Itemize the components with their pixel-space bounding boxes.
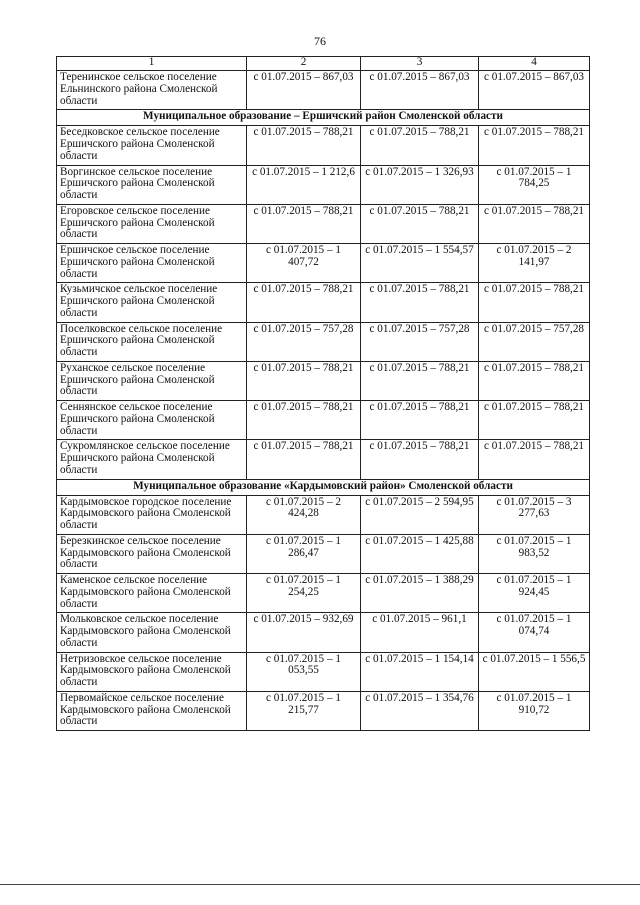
settlement-name-cell: Сукромлянское сельское поселение Ершичского района Смоленской области: [57, 440, 247, 479]
tariff-value-cell-col-3: с 01.07.2015 – 1 554,57: [361, 244, 479, 283]
settlement-name-cell: Мольковское сельское поселение Кардымовского района Смоленской области: [57, 613, 247, 652]
settlement-name-cell: Нетризовское сельское поселение Кардымовского района Смоленской области: [57, 652, 247, 691]
tariff-value-cell-col-4: с 01.07.2015 – 788,21: [479, 204, 590, 243]
settlement-name-cell: Руханское сельское поселение Ершичского района Смоленской области: [57, 361, 247, 400]
tariff-value-cell-col-2: с 01.07.2015 – 757,28: [247, 322, 361, 361]
tariff-value-cell-col-3: с 01.07.2015 – 867,03: [361, 71, 479, 110]
settlement-name-cell: Воргинское сельское поселение Ершичского района Смоленской области: [57, 165, 247, 204]
table-row: [57, 244, 590, 283]
table-row: [57, 440, 590, 479]
tariff-value-cell-col-4: с 01.07.2015 – 1 074,74: [479, 613, 590, 652]
tariff-value-cell-col-4: с 01.07.2015 – 1 556,5: [479, 652, 590, 691]
tariff-value-cell-col-2: с 01.07.2015 – 2 424,28: [247, 495, 361, 534]
tariff-value-cell-col-3: с 01.07.2015 – 788,21: [361, 126, 479, 165]
tariff-value-cell-col-3: с 01.07.2015 – 788,21: [361, 440, 479, 479]
tariff-value-cell-col-4: с 01.07.2015 – 788,21: [479, 361, 590, 400]
tariff-value-cell-col-2: с 01.07.2015 – 1 407,72: [247, 244, 361, 283]
settlement-name-cell: Сеннянское сельское поселение Ершичского района Смоленской области: [57, 401, 247, 440]
section-row: [57, 110, 590, 126]
tariff-value-cell-col-2: с 01.07.2015 – 932,69: [247, 613, 361, 652]
settlement-name-cell: Березкинское сельское поселение Кардымовского района Смоленской области: [57, 534, 247, 573]
table-row: [57, 71, 590, 110]
table-body: [57, 71, 590, 731]
table-row: [57, 652, 590, 691]
tariff-value-cell-col-2: с 01.07.2015 – 867,03: [247, 71, 361, 110]
footer-divider: [0, 884, 640, 885]
settlement-name-cell: Первомайское сельское поселение Кардымовского района Смоленской области: [57, 691, 247, 730]
header-col-4: 4: [479, 57, 590, 71]
settlement-name-cell: Теренинское сельское поселение Ельнинского района Смоленской области: [57, 71, 247, 110]
tariff-table: [56, 56, 590, 731]
tariff-value-cell-col-3: с 01.07.2015 – 757,28: [361, 322, 479, 361]
settlement-name-cell: Кардымовское городское поселение Кардымовского района Смоленской области: [57, 495, 247, 534]
settlement-name-cell: Поселковское сельское поселение Ершичского района Смоленской области: [57, 322, 247, 361]
tariff-value-cell-col-3: с 01.07.2015 – 1 388,29: [361, 574, 479, 613]
tariff-value-cell-col-4: с 01.07.2015 – 1 924,45: [479, 574, 590, 613]
tariff-value-cell-col-2: с 01.07.2015 – 788,21: [247, 440, 361, 479]
tariff-value-cell-col-4: с 01.07.2015 – 757,28: [479, 322, 590, 361]
tariff-value-cell-col-4: с 01.07.2015 – 1 784,25: [479, 165, 590, 204]
tariff-value-cell-col-4: с 01.07.2015 – 2 141,97: [479, 244, 590, 283]
tariff-value-cell-col-2: с 01.07.2015 – 1 053,55: [247, 652, 361, 691]
tariff-value-cell-col-4: с 01.07.2015 – 788,21: [479, 126, 590, 165]
tariff-value-cell-col-4: с 01.07.2015 – 1 910,72: [479, 691, 590, 730]
tariff-value-cell-col-2: с 01.07.2015 – 1 212,6: [247, 165, 361, 204]
table-row: [57, 283, 590, 322]
table-row: [57, 691, 590, 730]
table-row: [57, 204, 590, 243]
tariff-value-cell-col-2: с 01.07.2015 – 1 286,47: [247, 534, 361, 573]
table-row: [57, 495, 590, 534]
tariff-value-cell-col-4: с 01.07.2015 – 3 277,63: [479, 495, 590, 534]
header-row: [57, 57, 590, 71]
tariff-value-cell-col-2: с 01.07.2015 – 788,21: [247, 283, 361, 322]
tariff-value-cell-col-3: с 01.07.2015 – 961,1: [361, 613, 479, 652]
tariff-value-cell-col-4: с 01.07.2015 – 867,03: [479, 71, 590, 110]
table-row: [57, 361, 590, 400]
tariff-value-cell-col-3: с 01.07.2015 – 1 326,93: [361, 165, 479, 204]
tariff-value-cell-col-2: с 01.07.2015 – 788,21: [247, 361, 361, 400]
tariff-value-cell-col-3: с 01.07.2015 – 788,21: [361, 361, 479, 400]
table-row: [57, 165, 590, 204]
section-row: [57, 479, 590, 495]
tariff-value-cell-col-3: с 01.07.2015 – 788,21: [361, 283, 479, 322]
header-col-3: 3: [361, 57, 479, 71]
tariff-value-cell-col-2: с 01.07.2015 – 788,21: [247, 126, 361, 165]
tariff-value-cell-col-3: с 01.07.2015 – 1 354,76: [361, 691, 479, 730]
table-row: [57, 574, 590, 613]
tariff-value-cell-col-3: с 01.07.2015 – 788,21: [361, 204, 479, 243]
tariff-value-cell-col-4: с 01.07.2015 – 788,21: [479, 283, 590, 322]
settlement-name-cell: Егоровское сельское поселение Ершичского района Смоленской области: [57, 204, 247, 243]
tariff-value-cell-col-3: с 01.07.2015 – 1 154,14: [361, 652, 479, 691]
tariff-value-cell-col-2: с 01.07.2015 – 788,21: [247, 401, 361, 440]
table-row: [57, 322, 590, 361]
tariff-value-cell-col-4: с 01.07.2015 – 788,21: [479, 401, 590, 440]
table-row: [57, 534, 590, 573]
section-title: Муниципальное образование – Ершичский район Смоленской области: [57, 110, 590, 126]
header-col-2: 2: [247, 57, 361, 71]
settlement-name-cell: Ершичское сельское поселение Ершичского района Смоленской области: [57, 244, 247, 283]
tariff-value-cell-col-4: с 01.07.2015 – 788,21: [479, 440, 590, 479]
table-row: [57, 126, 590, 165]
settlement-name-cell: Кузьмичское сельское поселение Ершичского района Смоленской области: [57, 283, 247, 322]
settlement-name-cell: Каменское сельское поселение Кардымовского района Смоленской области: [57, 574, 247, 613]
page-number: 76: [314, 34, 326, 48]
section-title: Муниципальное образование «Кардымовский район» Смоленской области: [57, 479, 590, 495]
header-col-1: 1: [57, 57, 247, 71]
table-row: [57, 401, 590, 440]
tariff-value-cell-col-4: с 01.07.2015 – 1 983,52: [479, 534, 590, 573]
table-row: [57, 613, 590, 652]
tariff-value-cell-col-2: с 01.07.2015 – 788,21: [247, 204, 361, 243]
tariff-value-cell-col-2: с 01.07.2015 – 1 215,77: [247, 691, 361, 730]
tariff-value-cell-col-3: с 01.07.2015 – 1 425,88: [361, 534, 479, 573]
tariff-value-cell-col-3: с 01.07.2015 – 2 594,95: [361, 495, 479, 534]
tariff-value-cell-col-3: с 01.07.2015 – 788,21: [361, 401, 479, 440]
tariff-value-cell-col-2: с 01.07.2015 – 1 254,25: [247, 574, 361, 613]
settlement-name-cell: Беседковское сельское поселение Ершичского района Смоленской области: [57, 126, 247, 165]
